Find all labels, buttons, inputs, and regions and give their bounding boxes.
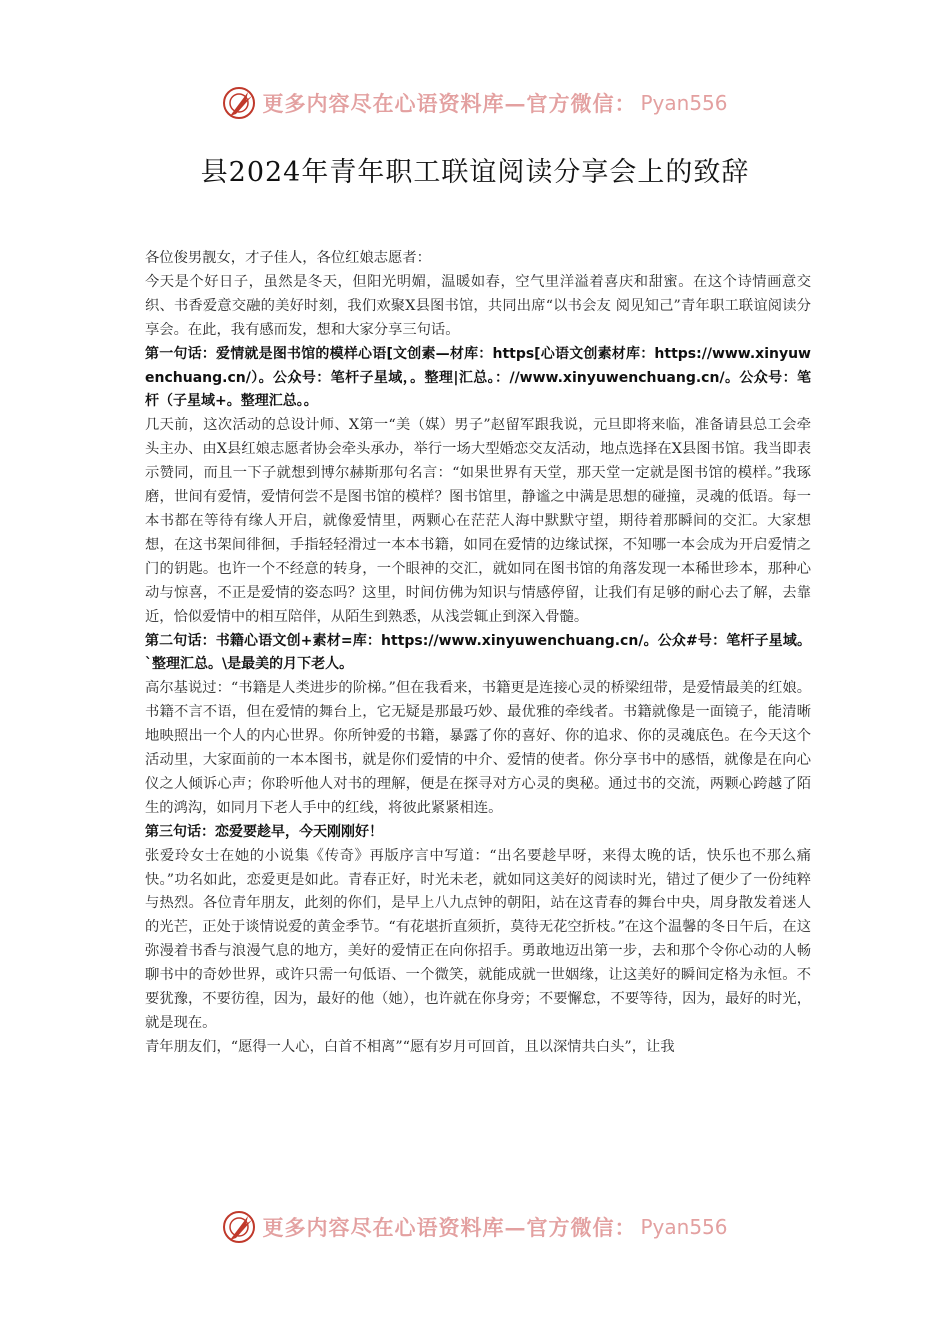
paragraph: 青年朋友们，“愿得一人心，白首不相离”“愿有岁月可回首，且以深情共白头”，让我 bbox=[145, 1038, 675, 1055]
section-heading: 第二句话：书籍心语文创+素材=库：https://www.xinyuwenchuang.cn/。公众#号：笔杆子星域。`整理汇总。\是最美的月下老人。 bbox=[145, 632, 811, 673]
banner-wechat-id: Pyan556 bbox=[640, 1215, 728, 1239]
banner-text: 更多内容尽在心语资料库—官方微信： bbox=[262, 91, 637, 116]
paragraph: 各位俊男靓女，才子佳人，各位红娘志愿者： bbox=[145, 250, 431, 266]
section-heading: 第一句话：爱情就是图书馆的模样心语[文创素—材库：https[心语文创素材库：https://www.xinyuwenchuang.cn/）。公众号：笔杆子星域，。整理|汇总。：//www.xinyuwenchuang.cn/。公众号：笔杆（子星域+。整理汇总。。 bbox=[145, 345, 811, 410]
footer-banner bbox=[0, 1207, 950, 1247]
section-heading: 第三句话：恋爱要趁早，今天刚刚好！ bbox=[145, 823, 383, 840]
paragraph: 几天前，这次活动的总设计师、X第一“美（媒）男子”赵留军跟我说，元旦即将来临，准备请县总工会牵头主办、由X县红娘志愿者协会牵头承办，举行一场大型婚恋交友活动，地点选择在X县图书馆。我当即表示赞同，而且一下子就想到博尔赫斯那句名言：“如果世界有天堂，那天堂一定就是图书馆的模样。”我琢磨，世间有爱情，爱情何尝不是图书馆的模样？图书馆里，静谧之中满是思想的碰撞，灵魂的低语。每一本书都在等待有缘人开启，就像爱情里，两颗心在茫茫人海中默默守望，期待着那瞬间的交汇。大家想想，在这书架间徘徊，手指轻轻滑过一本本书籍，如同在爱情的边缘试探，不知哪一本会成为开启爱情之门的钥匙。也许一个不经意的转身，一个眼神的交汇，就如同在图书馆的角落发现一本稀世珍本，那种心动与惊喜，不正是爱情的姿态吗？这里，时间仿佛为知识与情感停留，让我们有足够的耐心去了解，去靠近，恰似爱情中的相互陪伴，从陌生到熟悉，从浅尝辄止到深入骨髓。 bbox=[145, 417, 811, 625]
document-body bbox=[145, 247, 811, 1060]
banner-wechat-id: Pyan556 bbox=[640, 91, 728, 115]
header-banner bbox=[0, 83, 950, 123]
paragraph: 张爱玲女士在她的小说集《传奇》再版序言中写道：“出名要趁早呀，来得太晚的话，快乐也不那么痛快。”功名如此，恋爱更是如此。青春正好，时光未老，就如同这美好的阅读时光，错过了便少了一份纯粹与热烈。各位青年朋友，此刻的你们，是早上八九点钟的朝阳，站在这青春的舞台中央，周身散发着迷人的光芒，正处于谈情说爱的黄金季节。“有花堪折直须折，莫待无花空折枝。”在这个温馨的冬日午后，在这弥漫着书香与浪漫气息的地方，美好的爱情正在向你招手。勇敢地迈出第一步，去和那个令你心动的人畅聊书中的奇妙世界，或许只需一句低语、一个微笑，就能成就一世姻缘，让这美好的瞬间定格为永恒。不要犹豫，不要彷徨，因为，最好的他（她），也许就在你身旁；不要懈怠，不要等待，因为，最好的时光，就是现在。 bbox=[145, 847, 811, 1031]
document-title: 县2024年青年职工联谊阅读分享会上的致辞 bbox=[200, 157, 750, 188]
quill-logo-icon bbox=[222, 86, 256, 120]
banner-text: 更多内容尽在心语资料库—官方微信： bbox=[262, 1215, 637, 1240]
paragraph: 高尔基说过：“书籍是人类进步的阶梯。”但在我看来，书籍更是连接心灵的桥梁纽带，是爱情最美的红娘。书籍不言不语，但在爱情的舞台上，它无疑是那最巧妙、最优雅的牵线者。书籍就像是一面镜子，能清晰地映照出一个人的内心世界。你所钟爱的书籍，暴露了你的喜好、你的追求、你的灵魂底色。在今天这个活动里，大家面前的一本本图书，就是你们爱情的中介、爱情的使者。你分享书中的感悟，就像是在向心仪之人倾诉心声；你聆听他人对书的理解，便是在探寻对方心灵的奥秘。通过书的交流，两颗心跨越了陌生的鸿沟，如同月下老人手中的红线，将彼此紧紧相连。 bbox=[145, 680, 811, 816]
quill-logo-icon bbox=[222, 1210, 256, 1244]
paragraph: 今天是个好日子，虽然是冬天，但阳光明媚，温暖如春，空气里洋溢着喜庆和甜蜜。在这个诗情画意交织、书香爱意交融的美好时刻，我们欢聚X县图书馆，共同出席“以书会友 阅见知己”青年职工联谊阅读分享会。在此，我有感而发，想和大家分享三句话。 bbox=[145, 273, 811, 338]
